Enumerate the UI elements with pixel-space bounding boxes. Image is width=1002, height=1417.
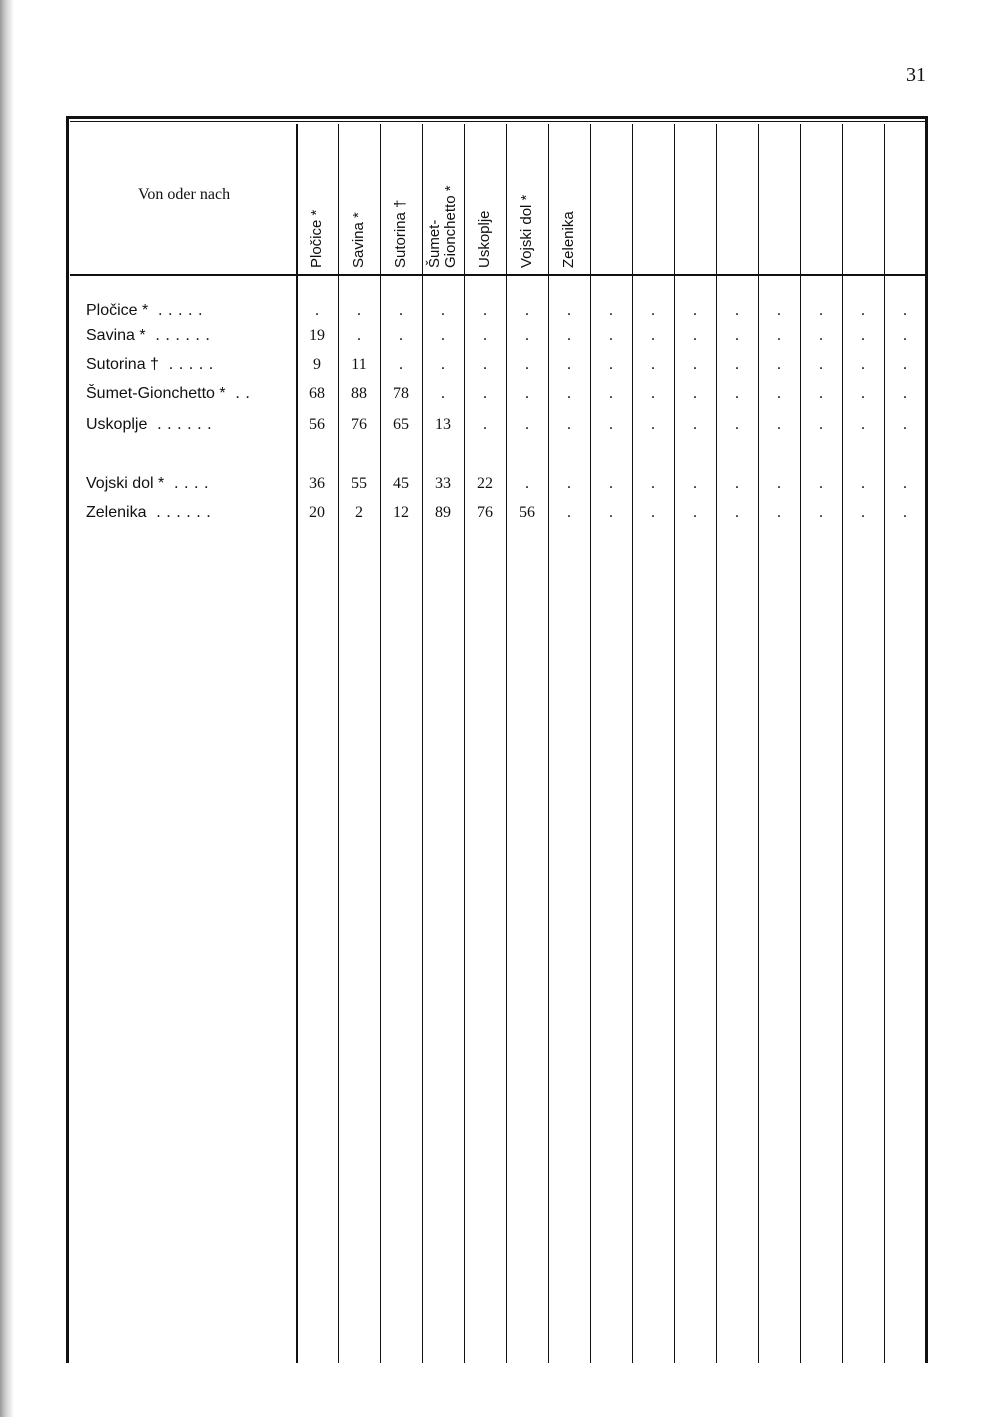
empty-cell: . xyxy=(441,327,445,344)
empty-cell: . xyxy=(441,385,445,402)
empty-cell: . xyxy=(693,302,697,319)
empty-cell: . xyxy=(735,416,739,433)
row-label-text: Zelenika xyxy=(86,504,147,521)
empty-cell: . xyxy=(735,385,739,402)
distance-value: 55 xyxy=(351,475,367,492)
distance-value: 33 xyxy=(435,475,451,492)
empty-cell: . xyxy=(903,356,907,373)
empty-cell: . xyxy=(735,356,739,373)
table-left-border xyxy=(66,116,69,1363)
empty-cell: . xyxy=(777,416,781,433)
empty-cell: . xyxy=(819,327,823,344)
row-label xyxy=(86,385,256,403)
empty-cell: . xyxy=(651,475,655,492)
empty-cell: . xyxy=(567,475,571,492)
empty-cell: . xyxy=(819,475,823,492)
empty-cell: . xyxy=(861,356,865,373)
distance-value: 9 xyxy=(313,356,321,373)
empty-cell: . xyxy=(651,416,655,433)
row-leader: ..... xyxy=(148,302,209,319)
empty-cell: . xyxy=(483,356,487,373)
empty-cell: . xyxy=(483,416,487,433)
empty-cell: . xyxy=(315,302,319,319)
empty-cell: . xyxy=(693,416,697,433)
page-number: 31 xyxy=(906,64,926,86)
empty-cell: . xyxy=(777,327,781,344)
distance-value: 2 xyxy=(355,504,363,521)
row-label-text: Savina * xyxy=(86,327,146,344)
empty-cell: . xyxy=(567,504,571,521)
empty-cell: . xyxy=(357,302,361,319)
row-label-text: Šumet-Gionchetto * xyxy=(86,385,226,402)
distance-value: 56 xyxy=(519,504,535,521)
empty-cell: . xyxy=(483,385,487,402)
empty-cell: . xyxy=(693,475,697,492)
empty-cell: . xyxy=(525,302,529,319)
empty-cell: . xyxy=(819,416,823,433)
distance-value: 88 xyxy=(351,385,367,402)
distance-value: 56 xyxy=(309,416,325,433)
empty-cell: . xyxy=(735,475,739,492)
row-label-text: Uskoplje xyxy=(86,416,148,433)
distance-value: 22 xyxy=(477,475,493,492)
empty-cell: . xyxy=(525,385,529,402)
column-header: Savina * xyxy=(350,212,367,268)
empty-cell: . xyxy=(609,356,613,373)
empty-cell: . xyxy=(567,385,571,402)
empty-cell: . xyxy=(861,504,865,521)
distance-value: 65 xyxy=(393,416,409,433)
empty-cell: . xyxy=(609,302,613,319)
column-header: Šumet- Gionchetto * xyxy=(426,185,459,268)
row-leader: ...... xyxy=(145,327,216,344)
empty-cell: . xyxy=(777,504,781,521)
empty-cell: . xyxy=(357,327,361,344)
empty-cell: . xyxy=(483,327,487,344)
empty-cell: . xyxy=(693,356,697,373)
distance-value: 78 xyxy=(393,385,409,402)
row-label xyxy=(86,327,216,345)
empty-cell: . xyxy=(861,475,865,492)
empty-cell: . xyxy=(651,356,655,373)
row-label xyxy=(86,416,217,434)
empty-cell: . xyxy=(819,385,823,402)
row-label xyxy=(86,475,214,493)
empty-cell: . xyxy=(693,385,697,402)
empty-cell: . xyxy=(609,504,613,521)
empty-cell: . xyxy=(903,504,907,521)
empty-cell: . xyxy=(903,327,907,344)
row-label xyxy=(86,356,219,374)
empty-cell: . xyxy=(735,504,739,521)
distance-value: 76 xyxy=(351,416,367,433)
empty-cell: . xyxy=(903,416,907,433)
empty-cell: . xyxy=(693,504,697,521)
row-label xyxy=(86,504,216,522)
empty-cell: . xyxy=(609,416,613,433)
empty-cell: . xyxy=(693,327,697,344)
empty-cell: . xyxy=(525,416,529,433)
empty-cell: . xyxy=(399,302,403,319)
corner-label: Von oder nach xyxy=(137,186,231,203)
header-bottom-rule xyxy=(70,274,926,276)
row-label xyxy=(86,302,208,320)
empty-cell: . xyxy=(567,302,571,319)
empty-cell: . xyxy=(609,475,613,492)
row-leader: ...... xyxy=(147,416,218,433)
empty-cell: . xyxy=(861,302,865,319)
distance-value: 20 xyxy=(309,504,325,521)
empty-cell: . xyxy=(525,327,529,344)
row-label-text: Sutorina † xyxy=(86,356,159,373)
empty-cell: . xyxy=(903,302,907,319)
empty-cell: . xyxy=(651,504,655,521)
row-leader: .... xyxy=(164,475,215,492)
empty-cell: . xyxy=(609,385,613,402)
empty-cell: . xyxy=(903,475,907,492)
empty-cell: . xyxy=(441,356,445,373)
empty-cell: . xyxy=(651,327,655,344)
distance-value: 11 xyxy=(351,356,367,373)
empty-cell: . xyxy=(651,385,655,402)
empty-cell: . xyxy=(567,356,571,373)
column-header: Zelenika xyxy=(560,211,577,268)
empty-cell: . xyxy=(861,416,865,433)
empty-cell: . xyxy=(735,327,739,344)
empty-cell: . xyxy=(399,356,403,373)
empty-cell: . xyxy=(525,475,529,492)
row-leader: ..... xyxy=(158,356,219,373)
empty-cell: . xyxy=(903,385,907,402)
empty-cell: . xyxy=(441,302,445,319)
empty-cell: . xyxy=(819,504,823,521)
empty-cell: . xyxy=(777,385,781,402)
distance-value: 36 xyxy=(309,475,325,492)
empty-cell: . xyxy=(567,416,571,433)
distance-value: 45 xyxy=(393,475,409,492)
empty-cell: . xyxy=(567,327,571,344)
column-header: Vojski dol * xyxy=(518,194,535,268)
distance-value: 13 xyxy=(435,416,451,433)
empty-cell: . xyxy=(483,302,487,319)
distance-value: 76 xyxy=(477,504,493,521)
empty-cell: . xyxy=(651,302,655,319)
distance-value: 19 xyxy=(309,327,325,344)
row-label-text: Pločice * xyxy=(86,302,149,319)
empty-cell: . xyxy=(861,327,865,344)
empty-cell: . xyxy=(819,302,823,319)
empty-cell: . xyxy=(735,302,739,319)
empty-cell: . xyxy=(777,475,781,492)
empty-cell: . xyxy=(609,327,613,344)
distance-value: 68 xyxy=(309,385,325,402)
empty-cell: . xyxy=(819,356,823,373)
row-label-text: Vojski dol * xyxy=(86,475,165,492)
column-header: Sutorina † xyxy=(392,199,409,268)
empty-cell: . xyxy=(525,356,529,373)
column-header: Uskoplje xyxy=(476,210,493,268)
row-leader: .. xyxy=(225,385,256,402)
empty-cell: . xyxy=(777,302,781,319)
distance-value: 12 xyxy=(393,504,409,521)
empty-cell: . xyxy=(861,385,865,402)
distance-value: 89 xyxy=(435,504,451,521)
empty-cell: . xyxy=(777,356,781,373)
empty-cell: . xyxy=(399,327,403,344)
row-leader: ...... xyxy=(146,504,217,521)
column-header: Pločice * xyxy=(308,209,325,268)
